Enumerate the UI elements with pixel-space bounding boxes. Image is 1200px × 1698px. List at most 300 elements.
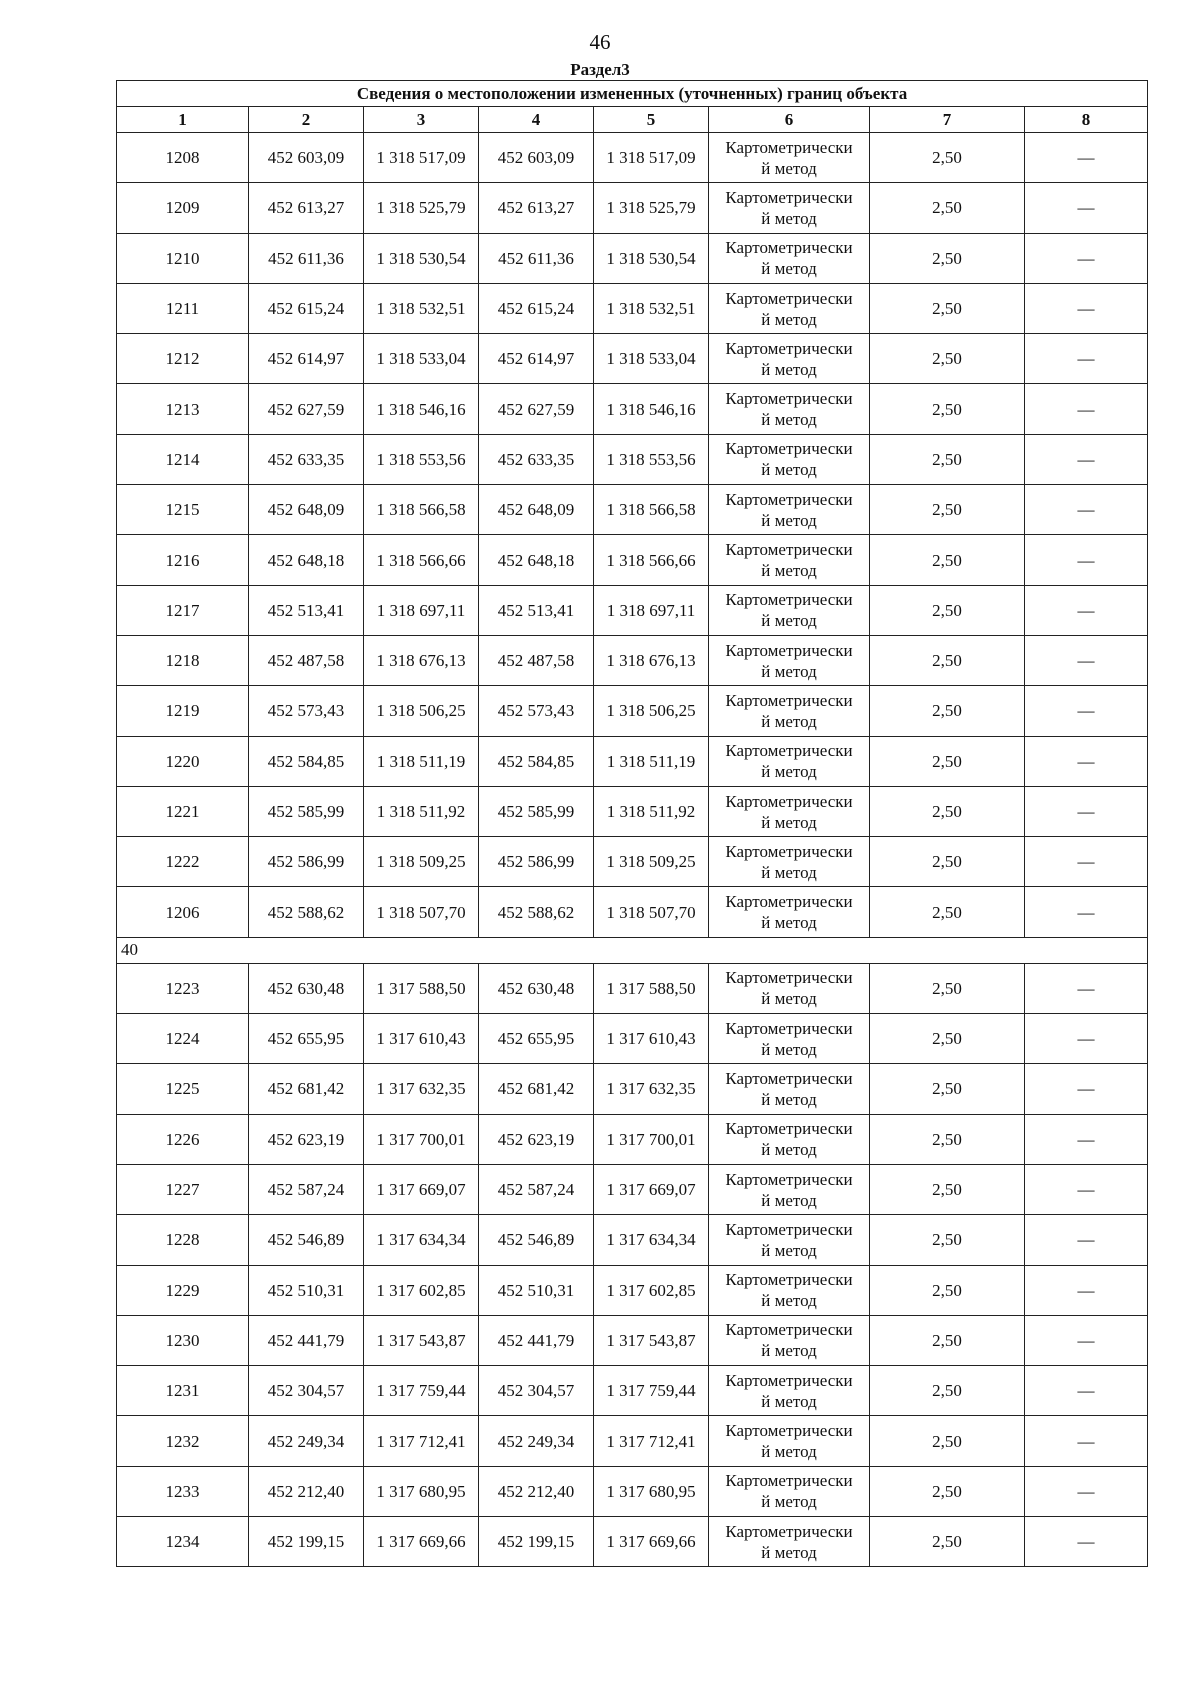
x-coordinate-cell: 452 613,27 <box>249 183 364 233</box>
point-number-cell: 1227 <box>117 1164 249 1214</box>
method-text-line1: Картометрически <box>725 439 853 459</box>
table-row <box>117 384 1148 434</box>
y-coordinate-refined-cell: 1 318 566,66 <box>594 535 709 585</box>
table-row <box>117 233 1148 283</box>
page-number: 46 <box>589 30 611 54</box>
method-text-line2: й метод <box>761 1140 817 1160</box>
description-cell: — <box>1025 384 1148 434</box>
y-coordinate-cell: 1 317 700,01 <box>364 1114 479 1164</box>
method-text-line2: й метод <box>761 1442 817 1462</box>
x-coordinate-refined-cell: 452 623,19 <box>479 1114 594 1164</box>
method-cell <box>709 1366 870 1416</box>
accuracy-cell: 2,50 <box>870 133 1025 183</box>
y-coordinate-cell: 1 318 676,13 <box>364 635 479 685</box>
point-number-cell: 1209 <box>117 183 249 233</box>
x-coordinate-refined-cell: 452 648,18 <box>479 535 594 585</box>
method-cell <box>709 736 870 786</box>
table-row <box>117 1114 1148 1164</box>
method-cell <box>709 585 870 635</box>
x-coordinate-refined-cell: 452 487,58 <box>479 635 594 685</box>
method-text-line2: й метод <box>761 1039 817 1059</box>
method-text-line1: Картометрически <box>725 137 853 157</box>
table-row <box>117 837 1148 887</box>
method-text-line1: Картометрически <box>725 791 853 811</box>
y-coordinate-refined-cell: 1 317 700,01 <box>594 1114 709 1164</box>
x-coordinate-refined-cell: 452 573,43 <box>479 686 594 736</box>
y-coordinate-refined-cell: 1 318 530,54 <box>594 233 709 283</box>
point-number-cell: 1219 <box>117 686 249 736</box>
table-row <box>117 485 1148 535</box>
y-coordinate-refined-cell: 1 317 680,95 <box>594 1466 709 1516</box>
y-coordinate-cell: 1 318 509,25 <box>364 837 479 887</box>
y-coordinate-cell: 1 317 669,66 <box>364 1517 479 1567</box>
point-number-cell: 1231 <box>117 1366 249 1416</box>
x-coordinate-cell: 452 546,89 <box>249 1215 364 1265</box>
x-coordinate-cell: 452 648,09 <box>249 485 364 535</box>
method-text-line2: й метод <box>761 611 817 631</box>
y-coordinate-refined-cell: 1 317 634,34 <box>594 1215 709 1265</box>
description-cell: — <box>1025 1366 1148 1416</box>
method-text-line2: й метод <box>761 460 817 480</box>
accuracy-cell: 2,50 <box>870 1114 1025 1164</box>
y-coordinate-refined-cell: 1 317 632,35 <box>594 1064 709 1114</box>
method-text-line2: й метод <box>761 1089 817 1109</box>
y-coordinate-refined-cell: 1 318 517,09 <box>594 133 709 183</box>
method-text-line2: й метод <box>761 510 817 530</box>
y-coordinate-cell: 1 318 525,79 <box>364 183 479 233</box>
point-number-cell: 1225 <box>117 1064 249 1114</box>
x-coordinate-refined-cell: 452 304,57 <box>479 1366 594 1416</box>
x-coordinate-cell: 452 630,48 <box>249 963 364 1013</box>
x-coordinate-cell: 452 633,35 <box>249 434 364 484</box>
point-number-cell: 1213 <box>117 384 249 434</box>
y-coordinate-cell: 1 318 566,58 <box>364 485 479 535</box>
description-cell: — <box>1025 434 1148 484</box>
table-row <box>117 1064 1148 1114</box>
description-cell: — <box>1025 535 1148 585</box>
method-text-line1: Картометрически <box>725 389 853 409</box>
table-row <box>117 1466 1148 1516</box>
y-coordinate-refined-cell: 1 318 676,13 <box>594 635 709 685</box>
method-cell <box>709 1215 870 1265</box>
y-coordinate-refined-cell: 1 318 511,92 <box>594 786 709 836</box>
method-cell <box>709 635 870 685</box>
point-number-cell: 1223 <box>117 963 249 1013</box>
point-number-cell: 1215 <box>117 485 249 535</box>
y-coordinate-refined-cell: 1 317 712,41 <box>594 1416 709 1466</box>
method-cell <box>709 535 870 585</box>
group-label-row <box>117 937 1148 963</box>
method-text-line1: Картометрически <box>725 540 853 560</box>
accuracy-cell: 2,50 <box>870 686 1025 736</box>
method-cell <box>709 1164 870 1214</box>
table-row <box>117 786 1148 836</box>
x-coordinate-refined-cell: 452 627,59 <box>479 384 594 434</box>
method-text-line2: й метод <box>761 1391 817 1411</box>
method-text-line2: й метод <box>761 208 817 228</box>
y-coordinate-cell: 1 318 530,54 <box>364 233 479 283</box>
accuracy-cell: 2,50 <box>870 1014 1025 1064</box>
x-coordinate-cell: 452 585,99 <box>249 786 364 836</box>
method-text-line1: Картометрически <box>725 1068 853 1088</box>
description-cell: — <box>1025 283 1148 333</box>
description-cell: — <box>1025 233 1148 283</box>
y-coordinate-cell: 1 318 553,56 <box>364 434 479 484</box>
description-cell: — <box>1025 133 1148 183</box>
y-coordinate-refined-cell: 1 317 759,44 <box>594 1366 709 1416</box>
method-cell <box>709 434 870 484</box>
description-cell: — <box>1025 1114 1148 1164</box>
y-coordinate-cell: 1 317 632,35 <box>364 1064 479 1114</box>
x-coordinate-cell: 452 249,34 <box>249 1416 364 1466</box>
y-coordinate-refined-cell: 1 317 610,43 <box>594 1014 709 1064</box>
description-cell: — <box>1025 1466 1148 1516</box>
method-cell <box>709 1014 870 1064</box>
x-coordinate-refined-cell: 452 681,42 <box>479 1064 594 1114</box>
accuracy-cell: 2,50 <box>870 233 1025 283</box>
description-cell: — <box>1025 736 1148 786</box>
method-cell <box>709 786 870 836</box>
x-coordinate-cell: 452 586,99 <box>249 837 364 887</box>
method-text-line1: Картометрически <box>725 841 853 861</box>
column-number: 5 <box>594 107 709 133</box>
method-cell <box>709 1064 870 1114</box>
method-cell <box>709 334 870 384</box>
accuracy-cell: 2,50 <box>870 1366 1025 1416</box>
point-number-cell: 1206 <box>117 887 249 937</box>
point-number-cell: 1230 <box>117 1315 249 1365</box>
x-coordinate-refined-cell: 452 510,31 <box>479 1265 594 1315</box>
x-coordinate-refined-cell: 452 655,95 <box>479 1014 594 1064</box>
y-coordinate-cell: 1 317 543,87 <box>364 1315 479 1365</box>
accuracy-cell: 2,50 <box>870 1517 1025 1567</box>
y-coordinate-cell: 1 317 680,95 <box>364 1466 479 1516</box>
description-cell: — <box>1025 837 1148 887</box>
x-coordinate-cell: 452 587,24 <box>249 1164 364 1214</box>
boundary-coordinates-table <box>116 80 1148 1567</box>
method-text-line2: й метод <box>761 1240 817 1260</box>
y-coordinate-refined-cell: 1 318 509,25 <box>594 837 709 887</box>
y-coordinate-refined-cell: 1 318 566,58 <box>594 485 709 535</box>
x-coordinate-refined-cell: 452 633,35 <box>479 434 594 484</box>
accuracy-cell: 2,50 <box>870 1164 1025 1214</box>
x-coordinate-cell: 452 441,79 <box>249 1315 364 1365</box>
x-coordinate-cell: 452 655,95 <box>249 1014 364 1064</box>
point-number-cell: 1212 <box>117 334 249 384</box>
accuracy-cell: 2,50 <box>870 535 1025 585</box>
accuracy-cell: 2,50 <box>870 1064 1025 1114</box>
method-text-line1: Картометрически <box>725 690 853 710</box>
description-cell: — <box>1025 1064 1148 1114</box>
method-text-line1: Картометрически <box>725 1421 853 1441</box>
y-coordinate-refined-cell: 1 318 546,16 <box>594 384 709 434</box>
method-text-line2: й метод <box>761 259 817 279</box>
method-text-line1: Картометрически <box>725 1169 853 1189</box>
y-coordinate-refined-cell: 1 317 602,85 <box>594 1265 709 1315</box>
point-number-cell: 1210 <box>117 233 249 283</box>
method-cell <box>709 1265 870 1315</box>
x-coordinate-refined-cell: 452 584,85 <box>479 736 594 786</box>
x-coordinate-refined-cell: 452 611,36 <box>479 233 594 283</box>
x-coordinate-cell: 452 611,36 <box>249 233 364 283</box>
table-row <box>117 334 1148 384</box>
table-row <box>117 183 1148 233</box>
point-number-cell: 1221 <box>117 786 249 836</box>
accuracy-cell: 2,50 <box>870 963 1025 1013</box>
method-cell <box>709 233 870 283</box>
column-number: 1 <box>117 107 249 133</box>
description-cell: — <box>1025 183 1148 233</box>
method-text-line1: Картометрически <box>725 1018 853 1038</box>
point-number-cell: 1226 <box>117 1114 249 1164</box>
x-coordinate-refined-cell: 452 249,34 <box>479 1416 594 1466</box>
method-text-line2: й метод <box>761 661 817 681</box>
y-coordinate-refined-cell: 1 318 553,56 <box>594 434 709 484</box>
accuracy-cell: 2,50 <box>870 786 1025 836</box>
method-text-line2: й метод <box>761 359 817 379</box>
x-coordinate-refined-cell: 452 199,15 <box>479 1517 594 1567</box>
description-cell: — <box>1025 786 1148 836</box>
x-coordinate-cell: 452 681,42 <box>249 1064 364 1114</box>
x-coordinate-cell: 452 513,41 <box>249 585 364 635</box>
column-number: 7 <box>870 107 1025 133</box>
method-text-line2: й метод <box>761 309 817 329</box>
y-coordinate-cell: 1 318 511,19 <box>364 736 479 786</box>
x-coordinate-cell: 452 614,97 <box>249 334 364 384</box>
x-coordinate-refined-cell: 452 585,99 <box>479 786 594 836</box>
x-coordinate-cell: 452 199,15 <box>249 1517 364 1567</box>
x-coordinate-refined-cell: 452 588,62 <box>479 887 594 937</box>
y-coordinate-cell: 1 317 588,50 <box>364 963 479 1013</box>
y-coordinate-cell: 1 318 566,66 <box>364 535 479 585</box>
method-cell <box>709 1466 870 1516</box>
x-coordinate-refined-cell: 452 648,09 <box>479 485 594 535</box>
description-cell: — <box>1025 963 1148 1013</box>
method-text-line2: й метод <box>761 862 817 882</box>
method-text-line1: Картометрически <box>725 288 853 308</box>
description-cell: — <box>1025 334 1148 384</box>
method-cell <box>709 283 870 333</box>
method-text-line1: Картометрически <box>725 1471 853 1491</box>
y-coordinate-refined-cell: 1 317 669,07 <box>594 1164 709 1214</box>
x-coordinate-cell: 452 304,57 <box>249 1366 364 1416</box>
table-row <box>117 1014 1148 1064</box>
point-number-cell: 1211 <box>117 283 249 333</box>
y-coordinate-cell: 1 317 759,44 <box>364 1366 479 1416</box>
table-row <box>117 1265 1148 1315</box>
description-cell: — <box>1025 1265 1148 1315</box>
table-row <box>117 133 1148 183</box>
method-text-line2: й метод <box>761 1291 817 1311</box>
x-coordinate-cell: 452 627,59 <box>249 384 364 434</box>
point-number-cell: 1218 <box>117 635 249 685</box>
method-text-line2: й метод <box>761 158 817 178</box>
x-coordinate-cell: 452 573,43 <box>249 686 364 736</box>
x-coordinate-cell: 452 510,31 <box>249 1265 364 1315</box>
method-text-line1: Картометрически <box>725 1521 853 1541</box>
x-coordinate-refined-cell: 452 587,24 <box>479 1164 594 1214</box>
y-coordinate-cell: 1 317 634,34 <box>364 1215 479 1265</box>
point-number-cell: 1234 <box>117 1517 249 1567</box>
y-coordinate-refined-cell: 1 317 588,50 <box>594 963 709 1013</box>
accuracy-cell: 2,50 <box>870 485 1025 535</box>
x-coordinate-cell: 452 588,62 <box>249 887 364 937</box>
description-cell: — <box>1025 635 1148 685</box>
method-cell <box>709 485 870 535</box>
method-cell <box>709 887 870 937</box>
x-coordinate-cell: 452 584,85 <box>249 736 364 786</box>
point-number-cell: 1222 <box>117 837 249 887</box>
x-coordinate-cell: 452 623,19 <box>249 1114 364 1164</box>
method-text-line2: й метод <box>761 1341 817 1361</box>
y-coordinate-refined-cell: 1 318 697,11 <box>594 585 709 635</box>
point-number-cell: 1216 <box>117 535 249 585</box>
method-cell <box>709 1315 870 1365</box>
table-row <box>117 963 1148 1013</box>
description-cell: — <box>1025 1315 1148 1365</box>
y-coordinate-refined-cell: 1 317 543,87 <box>594 1315 709 1365</box>
method-text-line2: й метод <box>761 812 817 832</box>
description-cell: — <box>1025 887 1148 937</box>
method-text-line2: й метод <box>761 1492 817 1512</box>
table-row <box>117 283 1148 333</box>
column-number: 8 <box>1025 107 1148 133</box>
table-row <box>117 1164 1148 1214</box>
point-number-cell: 1220 <box>117 736 249 786</box>
method-text-line2: й метод <box>761 1542 817 1562</box>
table-row <box>117 1416 1148 1466</box>
x-coordinate-cell: 452 603,09 <box>249 133 364 183</box>
y-coordinate-cell: 1 317 712,41 <box>364 1416 479 1466</box>
x-coordinate-refined-cell: 452 441,79 <box>479 1315 594 1365</box>
method-cell <box>709 837 870 887</box>
section-title: Раздел3 <box>570 60 630 79</box>
column-number-row <box>117 107 1148 133</box>
table-row <box>117 686 1148 736</box>
accuracy-cell: 2,50 <box>870 736 1025 786</box>
point-number-cell: 1224 <box>117 1014 249 1064</box>
method-text-line2: й метод <box>761 913 817 933</box>
accuracy-cell: 2,50 <box>870 887 1025 937</box>
description-cell: — <box>1025 1416 1148 1466</box>
method-text-line2: й метод <box>761 410 817 430</box>
accuracy-cell: 2,50 <box>870 837 1025 887</box>
method-cell <box>709 133 870 183</box>
method-cell <box>709 183 870 233</box>
method-text-line2: й метод <box>761 989 817 1009</box>
y-coordinate-refined-cell: 1 317 669,66 <box>594 1517 709 1567</box>
method-text-line1: Картометрически <box>725 1119 853 1139</box>
column-number: 4 <box>479 107 594 133</box>
accuracy-cell: 2,50 <box>870 283 1025 333</box>
y-coordinate-cell: 1 318 507,70 <box>364 887 479 937</box>
table-row <box>117 535 1148 585</box>
y-coordinate-refined-cell: 1 318 532,51 <box>594 283 709 333</box>
description-cell: — <box>1025 1014 1148 1064</box>
column-number: 3 <box>364 107 479 133</box>
table-row <box>117 736 1148 786</box>
point-number-cell: 1232 <box>117 1416 249 1466</box>
y-coordinate-refined-cell: 1 318 511,19 <box>594 736 709 786</box>
point-number-cell: 1228 <box>117 1215 249 1265</box>
method-text-line1: Картометрически <box>725 1320 853 1340</box>
accuracy-cell: 2,50 <box>870 1416 1025 1466</box>
point-number-cell: 1214 <box>117 434 249 484</box>
point-number-cell: 1217 <box>117 585 249 635</box>
description-cell: — <box>1025 485 1148 535</box>
y-coordinate-cell: 1 318 517,09 <box>364 133 479 183</box>
x-coordinate-refined-cell: 452 603,09 <box>479 133 594 183</box>
y-coordinate-refined-cell: 1 318 507,70 <box>594 887 709 937</box>
y-coordinate-cell: 1 318 546,16 <box>364 384 479 434</box>
x-coordinate-cell: 452 212,40 <box>249 1466 364 1516</box>
x-coordinate-cell: 452 648,18 <box>249 535 364 585</box>
point-number-cell: 1208 <box>117 133 249 183</box>
accuracy-cell: 2,50 <box>870 1315 1025 1365</box>
accuracy-cell: 2,50 <box>870 635 1025 685</box>
method-cell <box>709 686 870 736</box>
method-text-line1: Картометрически <box>725 741 853 761</box>
y-coordinate-cell: 1 317 610,43 <box>364 1014 479 1064</box>
table-row <box>117 1517 1148 1567</box>
accuracy-cell: 2,50 <box>870 334 1025 384</box>
y-coordinate-cell: 1 318 697,11 <box>364 585 479 635</box>
method-cell <box>709 1114 870 1164</box>
y-coordinate-cell: 1 318 506,25 <box>364 686 479 736</box>
column-number: 2 <box>249 107 364 133</box>
x-coordinate-refined-cell: 452 615,24 <box>479 283 594 333</box>
x-coordinate-refined-cell: 452 212,40 <box>479 1466 594 1516</box>
x-coordinate-refined-cell: 452 630,48 <box>479 963 594 1013</box>
column-number: 6 <box>709 107 870 133</box>
description-cell: — <box>1025 585 1148 635</box>
table-row <box>117 1315 1148 1365</box>
method-text-line1: Картометрически <box>725 338 853 358</box>
accuracy-cell: 2,50 <box>870 183 1025 233</box>
description-cell: — <box>1025 1517 1148 1567</box>
accuracy-cell: 2,50 <box>870 1215 1025 1265</box>
method-text-line2: й метод <box>761 711 817 731</box>
accuracy-cell: 2,50 <box>870 384 1025 434</box>
table-body <box>117 133 1148 1567</box>
accuracy-cell: 2,50 <box>870 1265 1025 1315</box>
method-text-line1: Картометрически <box>725 590 853 610</box>
method-text-line1: Картометрически <box>725 892 853 912</box>
y-coordinate-cell: 1 318 511,92 <box>364 786 479 836</box>
y-coordinate-refined-cell: 1 318 506,25 <box>594 686 709 736</box>
x-coordinate-cell: 452 487,58 <box>249 635 364 685</box>
method-text-line2: й метод <box>761 1190 817 1210</box>
y-coordinate-cell: 1 318 533,04 <box>364 334 479 384</box>
x-coordinate-refined-cell: 452 613,27 <box>479 183 594 233</box>
table-caption: Сведения о местоположении измененных (уточненных) границ объекта <box>117 81 1148 107</box>
accuracy-cell: 2,50 <box>870 434 1025 484</box>
description-cell: — <box>1025 1164 1148 1214</box>
accuracy-cell: 2,50 <box>870 585 1025 635</box>
method-text-line1: Картометрически <box>725 968 853 988</box>
table-row <box>117 585 1148 635</box>
method-cell <box>709 963 870 1013</box>
method-text-line1: Картометрически <box>725 489 853 509</box>
method-text-line1: Картометрически <box>725 1370 853 1390</box>
y-coordinate-cell: 1 317 602,85 <box>364 1265 479 1315</box>
y-coordinate-refined-cell: 1 318 525,79 <box>594 183 709 233</box>
table-row <box>117 434 1148 484</box>
y-coordinate-refined-cell: 1 318 533,04 <box>594 334 709 384</box>
x-coordinate-refined-cell: 452 513,41 <box>479 585 594 635</box>
point-number-cell: 1233 <box>117 1466 249 1516</box>
table-row <box>117 635 1148 685</box>
